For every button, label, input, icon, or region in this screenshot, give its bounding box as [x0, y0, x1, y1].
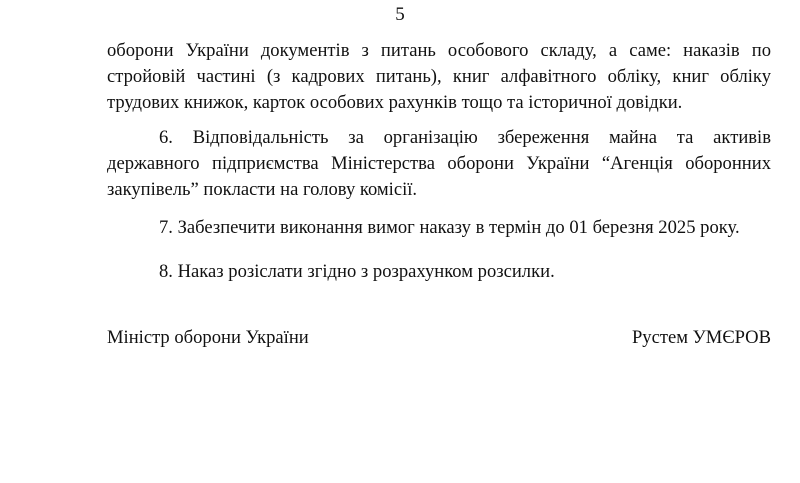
paragraph-continued — [107, 38, 771, 116]
paragraph-line: трудових книжок, карток особових рахунків тощо та історичної довідки. — [107, 92, 683, 113]
paragraph-line: 6. Відповідальність за організацію збереження майна та активів — [159, 127, 771, 148]
paragraph-line: 8. Наказ розіслати згідно з розрахунком розсилки. — [159, 261, 555, 282]
paragraph-7 — [107, 215, 771, 241]
paragraph-6 — [107, 125, 771, 203]
paragraph-line: державного підприємства Міністерства оборони України “Агенція оборонних — [107, 153, 771, 174]
paragraph-line: закупівель” покласти на голову комісії. — [107, 179, 418, 200]
signature-block — [107, 325, 771, 351]
paragraph-line: стройовій частині (з кадрових питань), книг алфавітного обліку, книг обліку — [107, 66, 771, 87]
paragraph-8 — [107, 259, 771, 285]
page-number: 5 — [395, 4, 405, 25]
signatory-position: Міністр оборони України — [107, 327, 309, 348]
paragraph-line: оборони України документів з питань особового складу, а саме: наказів по — [107, 40, 771, 61]
paragraph-line: 7. Забезпечити виконання вимог наказу в термін до 01 березня 2025 року. — [159, 217, 740, 238]
signatory-name: Рустем УМЄРОВ — [631, 327, 771, 348]
